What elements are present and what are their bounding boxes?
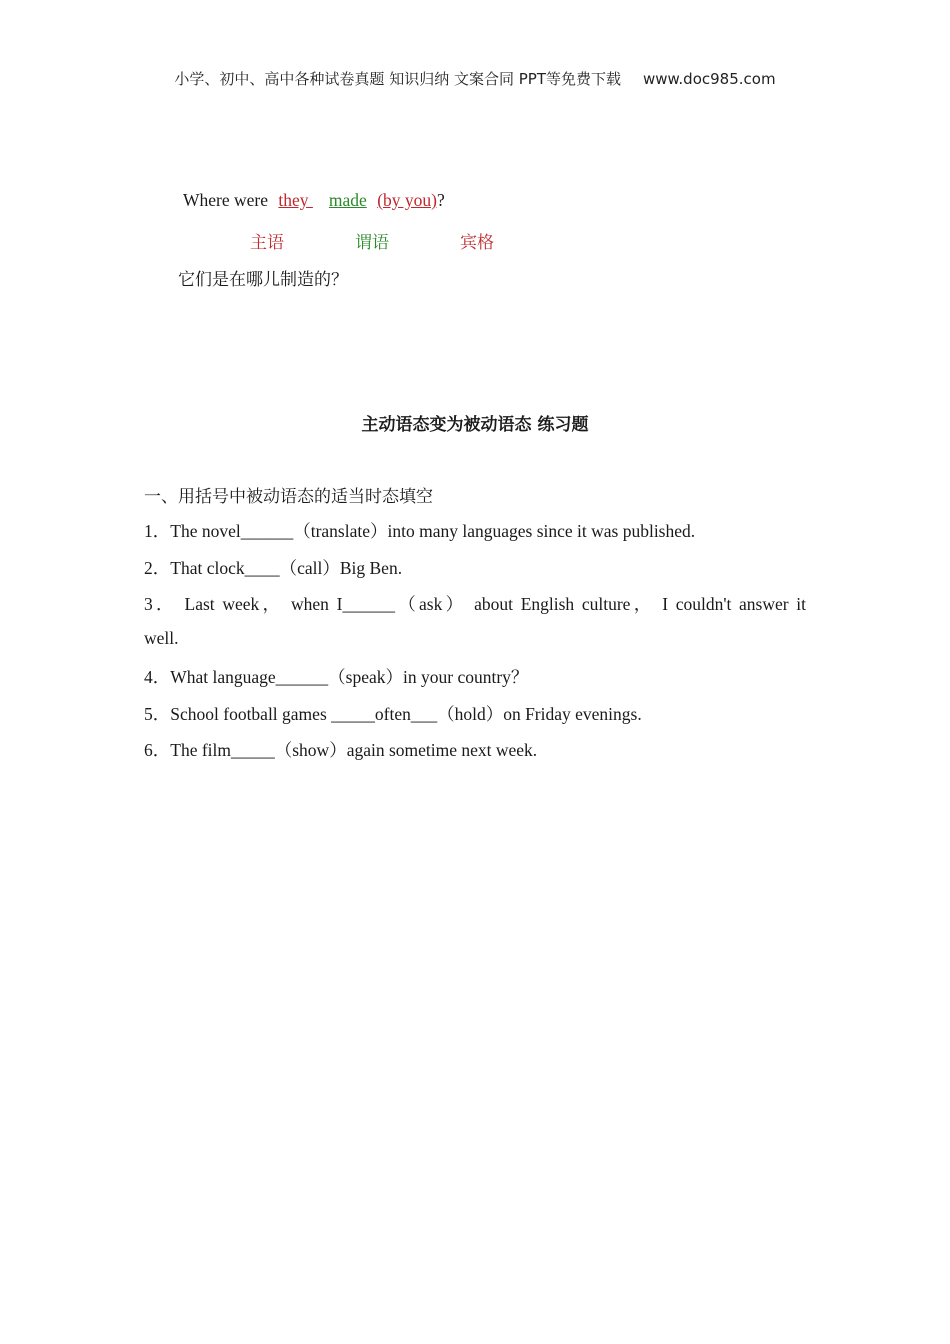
question-3-continued: well. — [144, 628, 179, 648]
example-end: ? — [436, 190, 445, 210]
question-3: 3． Last week， when I______（ask） about English culture， I couldn't answer it — [144, 594, 806, 614]
example-predicate: made — [328, 190, 367, 210]
question-6: 6．The film_____（show）again sometime next week. — [144, 740, 538, 760]
section-heading: 一、用括号中被动语态的适当时态填空 — [144, 487, 433, 507]
example-translation: 它们是在哪儿制造的？ — [178, 270, 348, 290]
question-2: 2．That clock____（call）Big Ben. — [144, 558, 403, 578]
header-site[interactable]: www.doc985.com — [642, 70, 776, 88]
label-predicate: 谓语 — [355, 233, 389, 253]
example-prefix: Where were — [183, 190, 269, 210]
question-4: 4．What language______（speak）in your country？ — [144, 667, 529, 687]
label-subject: 主语 — [250, 233, 284, 253]
label-object: 宾格 — [460, 233, 494, 253]
question-5: 5．School football games _____often___（hold）on Friday evenings. — [144, 704, 642, 724]
example-subject: they — [278, 190, 313, 210]
example-object: (by you) — [377, 190, 437, 210]
exercise-title: 主动语态变为被动语态 练习题 — [361, 415, 589, 435]
question-1: 1．The novel______（translate）into many languages since it was published. — [144, 521, 696, 541]
example-sentence — [183, 190, 445, 211]
header-text: 小学、初中、高中各种试卷真题 知识归纳 文案合同 PPT等免费下载 — [174, 70, 621, 88]
page-header — [0, 68, 950, 89]
